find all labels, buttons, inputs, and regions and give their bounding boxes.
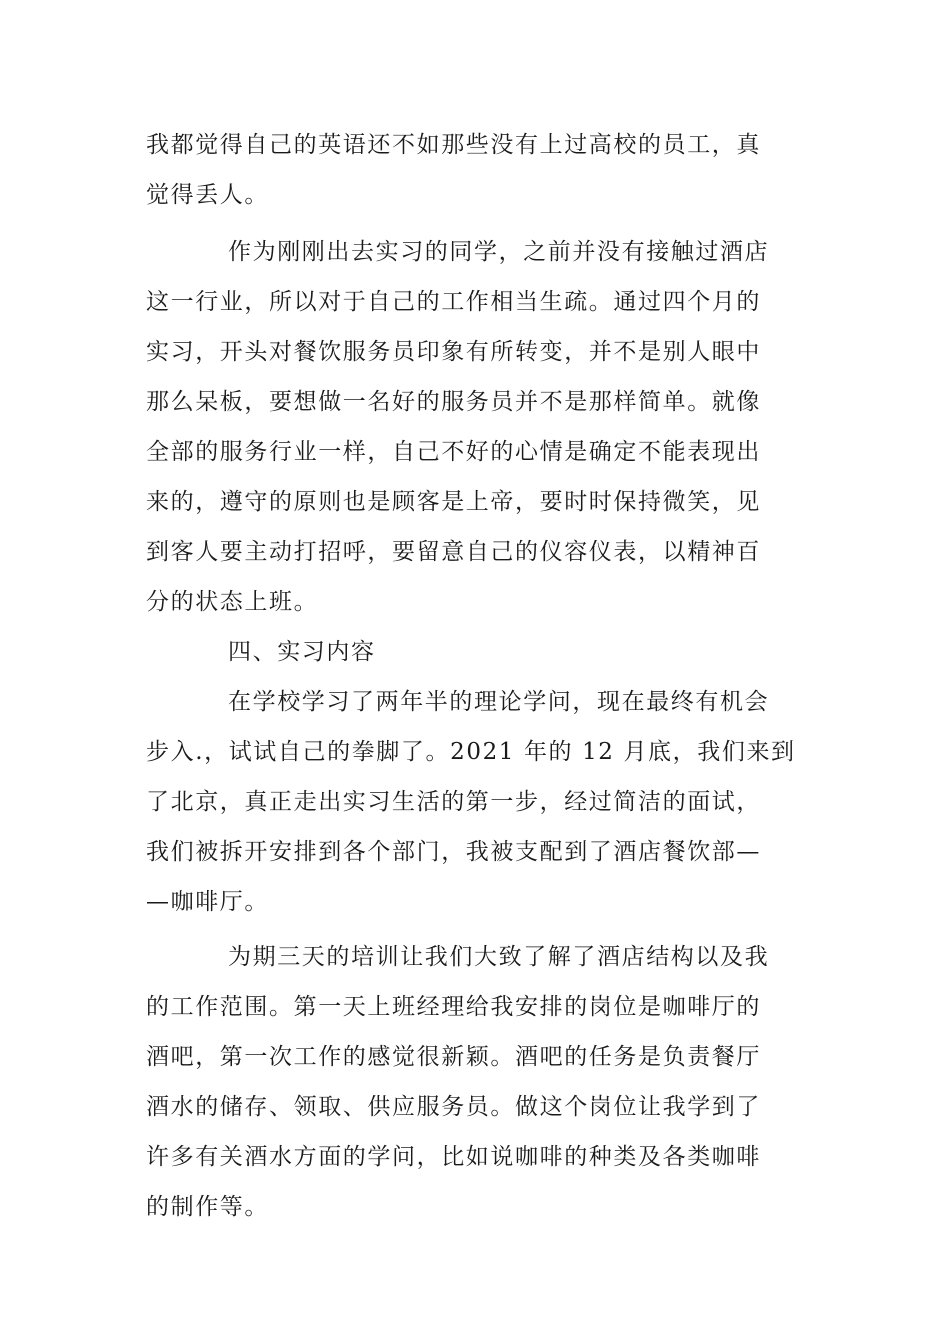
text-line: 我们被拆开安排到各个部门，我被支配到了酒店餐饮部— — [146, 839, 761, 865]
text-line: —咖啡厅。 — [146, 889, 269, 915]
text-line: 许多有关酒水方面的学问，比如说咖啡的种类及各类咖啡 — [146, 1144, 761, 1170]
text-line: 全部的服务行业一样，自己不好的心情是确定不能表现出 — [146, 439, 761, 465]
text-line: 分的状态上班。 — [146, 589, 319, 615]
text-line: 的工作范围。第一天上班经理给我安排的岗位是咖啡厅的 — [146, 994, 761, 1020]
text-line: 的制作等。 — [146, 1194, 269, 1220]
text-line: 我都觉得自己的英语还不如那些没有上过高校的员工，真 — [146, 132, 761, 158]
text-line: 实习，开头对餐饮服务员印象有所转变，并不是别人眼中 — [146, 339, 761, 365]
paragraph-start-line: 在学校学习了两年半的理论学问，现在最终有机会 — [228, 689, 770, 715]
section-heading: 四、实习内容 — [228, 639, 376, 665]
paragraph-start-line: 作为刚刚出去实习的同学，之前并没有接触过酒店 — [228, 239, 770, 265]
text-line: 了北京，真正走出实习生活的第一步，经过简洁的面试， — [146, 789, 761, 815]
text-line: 觉得丢人。 — [146, 182, 269, 208]
paragraph-start-line: 为期三天的培训让我们大致了解了酒店结构以及我 — [228, 944, 770, 970]
text-line: 来的，遵守的原则也是顾客是上帝，要时时保持微笑，见 — [146, 489, 761, 515]
text-line: 这一行业，所以对于自己的工作相当生疏。通过四个月的 — [146, 289, 761, 315]
text-line: 酒水的储存、领取、供应服务员。做这个岗位让我学到了 — [146, 1094, 761, 1120]
text-line: 那么呆板，要想做一名好的服务员并不是那样简单。就像 — [146, 389, 761, 415]
text-line: 酒吧，第一次工作的感觉很新颖。酒吧的任务是负责餐厅 — [146, 1044, 761, 1070]
text-line: 步入.，试试自己的拳脚了。2021 年的 12 月底，我们来到 — [146, 739, 796, 765]
text-line: 到客人要主动打招呼，要留意自己的仪容仪表，以精神百 — [146, 539, 761, 565]
